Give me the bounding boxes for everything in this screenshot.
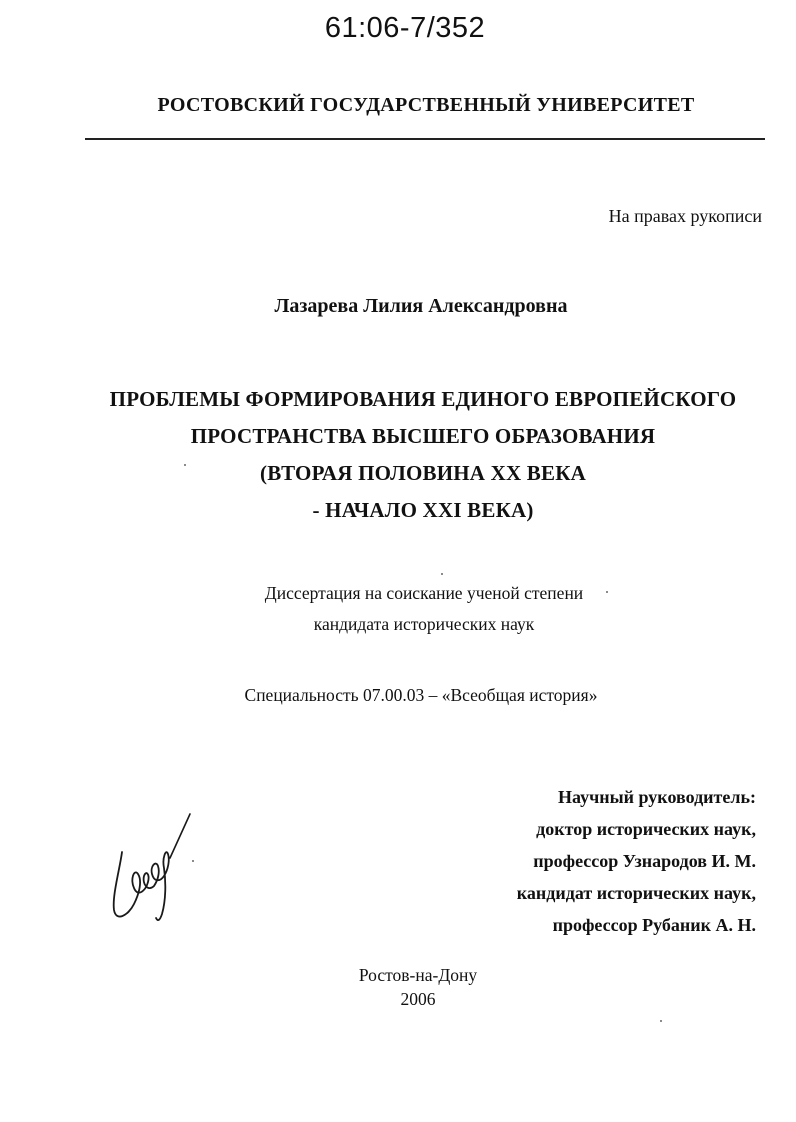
degree-statement [0,578,796,640]
title-line-1: ПРОБЛЕМЫ ФОРМИРОВАНИЯ ЕДИНОГО ЕВРОПЕЙСКОГО [109,387,737,411]
place-and-year [0,963,796,1011]
supervisor-line-1: доктор исторических наук, [536,819,756,839]
degree-line-1: Диссертация на соискание ученой степени [264,583,584,603]
supervisor-line-3: кандидат исторических наук, [516,883,756,903]
dissertation-title [0,381,796,529]
scan-speck [184,464,186,466]
manuscript-note: На правах рукописи [608,206,762,226]
scan-speck [660,1020,662,1022]
specialty-line: Специальность 07.00.03 – «Всеобщая история» [244,685,598,705]
scan-speck [441,573,443,575]
handwritten-signature [100,800,210,930]
title-line-4: - НАЧАЛО XXI ВЕКА) [312,498,534,522]
university-name: РОСТОВСКИЙ ГОСУДАРСТВЕННЫЙ УНИВЕРСИТЕТ [157,94,695,116]
title-line-2: ПРОСТРАНСТВА ВЫСШЕГО ОБРАЗОВАНИЯ [190,424,656,448]
supervisor-block [517,781,756,941]
year: 2006 [400,989,436,1009]
author-name: Лазарева Лилия Александровна [274,295,568,317]
supervisor-line-4: профессор Рубаник А. Н. [552,915,756,935]
scan-speck [606,591,608,593]
header-divider [85,138,765,140]
scan-speck [192,860,194,862]
city: Ростов-на-Дону [358,965,478,985]
supervisor-heading: Научный руководитель: [558,787,756,807]
degree-line-2: кандидата исторических наук [313,614,535,634]
catalog-code: 61:06-7/352 [324,12,486,44]
title-line-3: (ВТОРАЯ ПОЛОВИНА XX ВЕКА [260,461,586,485]
supervisor-line-2: профессор Узнародов И. М. [533,851,756,871]
